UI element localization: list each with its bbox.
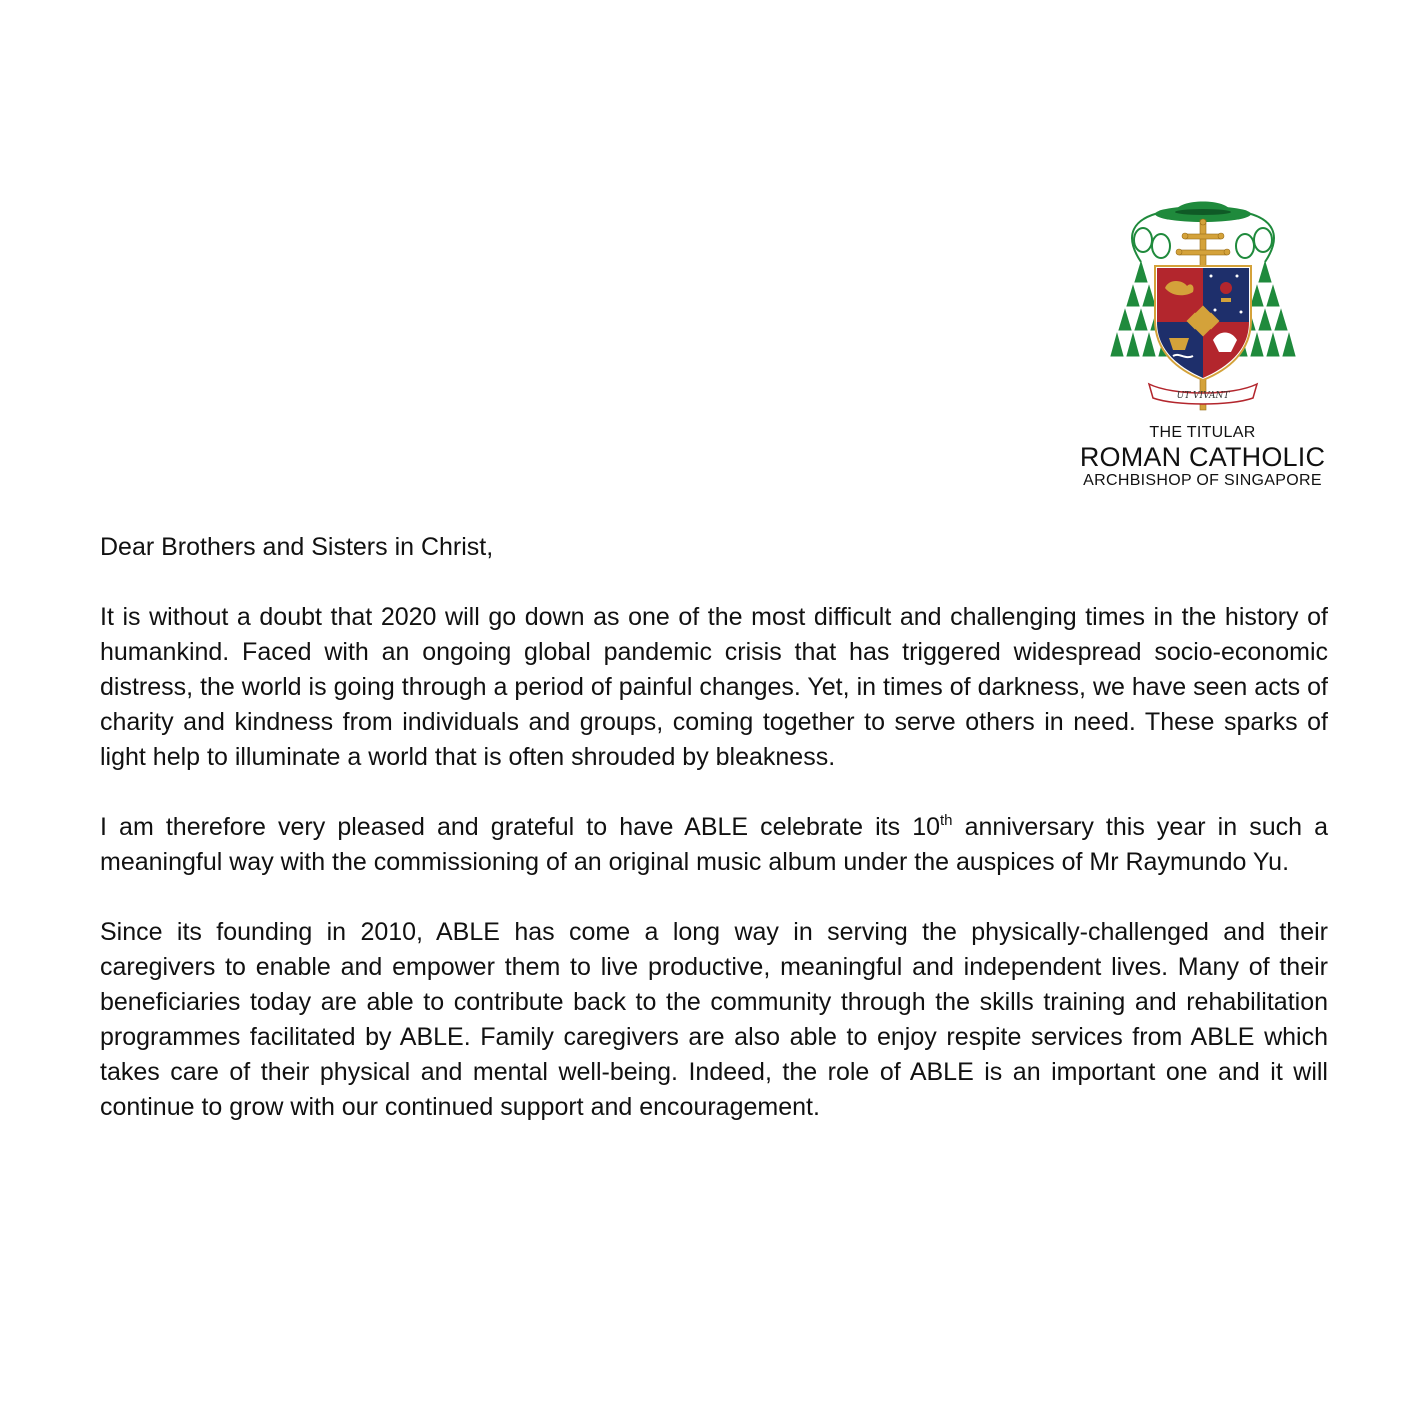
paragraph-2-text-before: I am therefore very pleased and grateful to have ABLE celebrate its 10: [100, 813, 940, 841]
crest-motto: UT VIVANT: [1176, 391, 1229, 401]
paragraph-1: It is without a doubt that 2020 will go down as one of the most difficult and challenging times in the history of humankind. Faced with an ongoing global pandemic crisis that has triggered widespread socio-economic distress, the world is going through a period of painful changes. Yet, in times of darkness, we have seen acts of charity and kindness from individuals and groups, coming together to serve others in need. These sparks of light help to illuminate a world that is often shrouded by bleakness.: [100, 603, 1328, 771]
paragraph-2: [100, 810, 1328, 880]
paragraph-3: Since its founding in 2010, ABLE has come a long way in serving the physically-challenged and their caregivers to enable and empower them to live productive, meaningful and independent lives. Many of their beneficiaries today are able to contribute back to the community through the skills training and rehabilitation programmes facilitated by ABLE. Family caregivers are also able to enjoy respite services from ABLE which takes care of their physical and mental well-being. Indeed, the role of ABLE is an important one and it will continue to grow with our continued support and encouragement.: [100, 918, 1328, 1121]
paragraph-2-text-after: anniversary this year in such a meaningful way with the commissioning of an original music album under the auspices of Mr Raymundo Yu.: [100, 813, 1328, 876]
coat-of-arms-icon: [1103, 190, 1303, 418]
ordinal-superscript: th: [940, 812, 953, 829]
letterhead-line-archbishop: ARCHBISHOP OF SINGAPORE: [1083, 472, 1322, 489]
salutation: Dear Brothers and Sisters in Christ,: [100, 533, 494, 561]
letter-body: [100, 530, 1328, 1125]
letterhead-line-roman-catholic: ROMAN CATHOLIC: [1079, 442, 1326, 472]
letterhead: [1060, 190, 1345, 490]
letterhead-line-titular: THE TITULAR: [1149, 424, 1256, 441]
